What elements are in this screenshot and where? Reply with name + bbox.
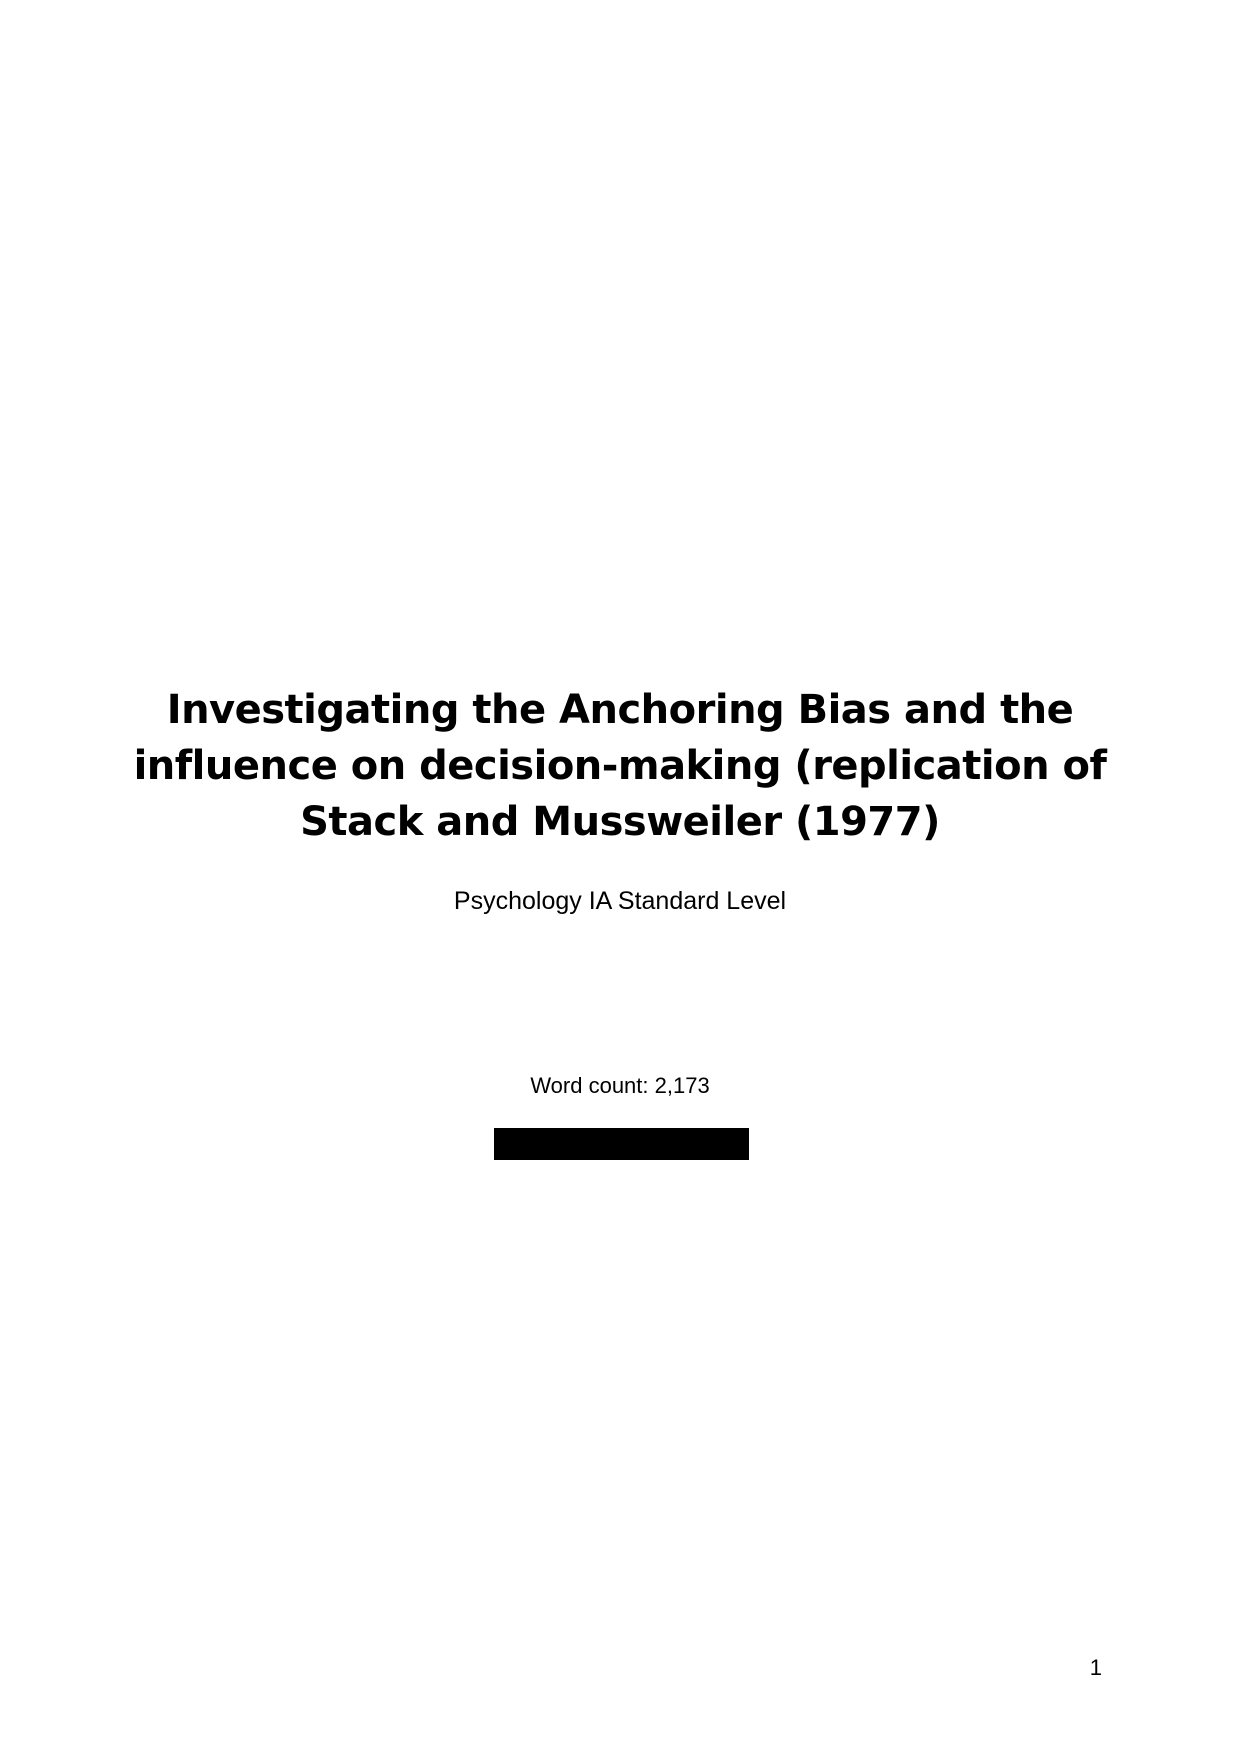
page-number: 1 <box>1089 1655 1102 1680</box>
title-line: influence on decision-making (replication of <box>133 743 1107 789</box>
title-line: Investigating the Anchoring Bias and the <box>166 687 1074 733</box>
document-title <box>120 682 1120 850</box>
word-count: Word count: 2,173 <box>530 1073 710 1098</box>
document-subtitle: Psychology IA Standard Level <box>453 887 787 915</box>
title-line: Stack and Mussweiler (1977) <box>300 799 940 845</box>
redaction-block <box>494 1128 749 1160</box>
